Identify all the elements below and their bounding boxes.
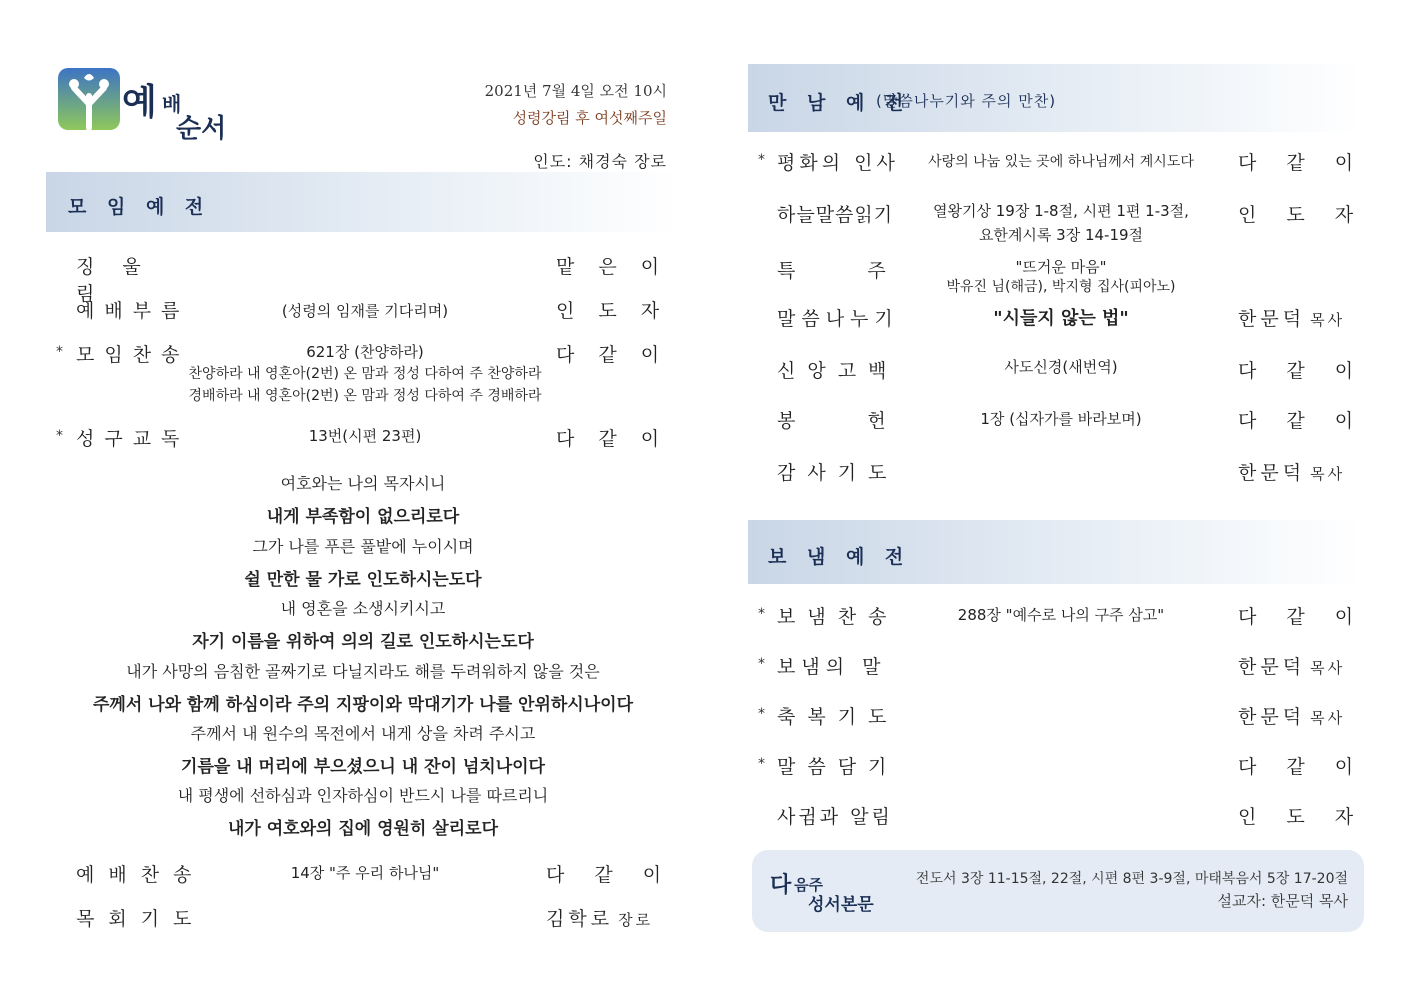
star-icon: * xyxy=(758,656,765,672)
next-week-title-a: 다 xyxy=(770,873,792,898)
label-scripture: 하늘말씀읽기 xyxy=(777,204,894,226)
logo-title-sunseo: 순서 xyxy=(176,114,227,144)
role-offering: 다같이 xyxy=(1238,410,1384,432)
section-encounter xyxy=(748,64,1362,132)
psalm-line: 그가 나를 푸른 풀밭에 누이시며 xyxy=(252,537,474,556)
label-worship-hymn: 예배찬송 xyxy=(76,864,206,886)
label-announcements: 사귐과 알림 xyxy=(777,806,893,828)
label-bell: 징울림 xyxy=(76,256,169,305)
role-sending-word: 한문덕 목사 xyxy=(1238,656,1346,678)
liturgical-season: 성령강림 후 여섯째주일 xyxy=(512,109,667,127)
role-peace: 다같이 xyxy=(1238,152,1384,174)
section-subtitle: (말씀나누기와 주의 만찬) xyxy=(876,92,1057,110)
next-week-box xyxy=(752,850,1364,932)
role-pastoral-prayer: 김학로 장로 xyxy=(546,908,654,930)
role-sermon: 한문덕 목사 xyxy=(1238,308,1346,330)
label-sermon: 말씀나누기 xyxy=(777,308,899,330)
role-word-keeping: 다같이 xyxy=(1238,756,1384,778)
role-call: 인도자 xyxy=(556,300,684,322)
star-icon: * xyxy=(758,706,765,722)
role-scripture: 인도자 xyxy=(1238,204,1384,226)
role-thanks-prayer: 한문덕 목사 xyxy=(1238,462,1346,484)
desc-scripture: 열왕기상 19장 1-8절, 시편 1편 1-3절, xyxy=(933,202,1189,220)
psalm-line: 쉴 만한 물 가로 인도하시는도다 xyxy=(244,570,482,590)
label-offering: 봉헌 xyxy=(777,410,958,432)
role-creed: 다같이 xyxy=(1238,360,1384,382)
logo-title-bae: 배 xyxy=(162,92,182,116)
desc-special-music-2: 박유진 님(해금), 박지형 집사(피아노) xyxy=(946,279,1176,295)
psalm-line: 내가 사망의 음침한 골짜기로 다닐지라도 해를 두려워하지 않을 것은 xyxy=(126,662,600,681)
role-responsive-reading: 다같이 xyxy=(556,428,684,450)
logo-title-ye: 예 xyxy=(122,81,157,123)
psalm-line: 기름을 내 머리에 부으셨으니 내 잔이 넘치나이다 xyxy=(181,757,545,777)
desc-opening-hymn: 621장 (찬양하라) xyxy=(306,343,424,361)
hymn-line: 경배하라 내 영혼아(2번) 온 맘과 정성 다하여 주 경배하라 xyxy=(188,388,542,404)
logo xyxy=(56,66,236,146)
desc-scripture-2: 요한계시록 3장 14-19절 xyxy=(978,226,1144,244)
next-week-preacher: 설교자: 한문덕 목사 xyxy=(1217,892,1348,910)
section-sending xyxy=(748,520,1362,584)
desc-special-music: "뜨거운 마음" xyxy=(1015,258,1107,276)
psalm-line: 주께서 나와 함께 하심이라 주의 지팡이와 막대기가 나를 안위하시나이다 xyxy=(92,695,633,715)
desc-responsive-reading: 13번(시편 23편) xyxy=(308,427,422,445)
desc-offering: 1장 (십자가를 바라보며) xyxy=(980,410,1142,428)
label-special-music: 특주 xyxy=(777,260,958,282)
section-title: 모 임 예 전 xyxy=(68,196,211,218)
psalm-line: 내게 부족함이 없으리로다 xyxy=(266,507,460,527)
star-icon: * xyxy=(758,606,765,622)
next-week-texts: 전도서 3장 11-15절, 22절, 시편 8편 3-9절, 마태복음서 5장 17-20절 xyxy=(915,871,1348,887)
section-title: 보 냄 예 전 xyxy=(768,546,911,568)
label-word-keeping: 말씀담기 xyxy=(777,756,899,778)
psalm-line: 내 영혼을 소생시키시고 xyxy=(280,599,446,618)
label-benediction: 축복기도 xyxy=(777,706,899,728)
label-peace: 평화의 인사 xyxy=(777,152,899,174)
desc-creed: 사도신경(새번역) xyxy=(1004,358,1118,376)
label-creed: 신앙고백 xyxy=(777,360,899,382)
next-week-title-b: 음주 xyxy=(794,876,823,894)
label-sending-word: 보냄의 말 xyxy=(777,656,887,678)
psalm-line: 내가 여호와의 집에 영원히 살리로다 xyxy=(227,819,498,839)
label-responsive-reading: 성구교독 xyxy=(76,428,190,450)
label-thanks-prayer: 감사기도 xyxy=(777,462,899,484)
label-pastoral-prayer: 목회기도 xyxy=(76,908,206,930)
desc-peace: 사랑의 나눔 있는 곳에 하나님께서 계시도다 xyxy=(928,154,1194,170)
label-call: 예배부름 xyxy=(76,300,190,322)
star-icon: * xyxy=(758,152,765,168)
section-title: 만 남 예 전 xyxy=(768,92,911,114)
role-bell: 맡은이 xyxy=(556,256,684,278)
role-worship-hymn: 다같이 xyxy=(546,864,692,886)
desc-worship-hymn: 14장 "주 우리 하나님" xyxy=(290,864,440,882)
role-sending-hymn: 다같이 xyxy=(1238,606,1384,628)
star-icon: * xyxy=(56,344,63,360)
role-benediction: 한문덕 목사 xyxy=(1238,706,1346,728)
star-icon: * xyxy=(56,428,63,444)
desc-call: (성령의 임재를 기다리며) xyxy=(281,302,449,320)
leader: 인도: 채경숙 장로 xyxy=(533,152,667,171)
psalm-line: 자기 이름을 위하여 의의 길로 인도하시는도다 xyxy=(192,632,534,652)
label-sending-hymn: 보냄찬송 xyxy=(777,606,899,628)
role-opening-hymn: 다같이 xyxy=(556,344,684,366)
psalm-line: 주께서 내 원수의 목전에서 내게 상을 차려 주시고 xyxy=(190,724,536,743)
desc-sermon: "시들지 않는 법" xyxy=(993,308,1129,329)
label-opening-hymn: 모임찬송 xyxy=(76,344,190,366)
next-week-title-c: 성서본문 xyxy=(808,895,874,915)
service-date: 2021년 7월 4일 오전 10시 xyxy=(484,82,667,100)
section-gathering xyxy=(46,172,680,232)
desc-sending-hymn: 288장 "예수로 나의 구주 삼고" xyxy=(957,606,1165,624)
role-announcements: 인도자 xyxy=(1238,806,1384,828)
tree-logo-icon xyxy=(56,66,122,132)
star-icon: * xyxy=(758,756,765,772)
psalm-line: 내 평생에 선하심과 인자하심이 반드시 나를 따르리니 xyxy=(177,786,549,805)
hymn-line: 찬양하라 내 영혼아(2번) 온 맘과 정성 다하여 주 찬양하라 xyxy=(188,366,542,382)
psalm-line: 여호와는 나의 목자시니 xyxy=(280,474,446,493)
